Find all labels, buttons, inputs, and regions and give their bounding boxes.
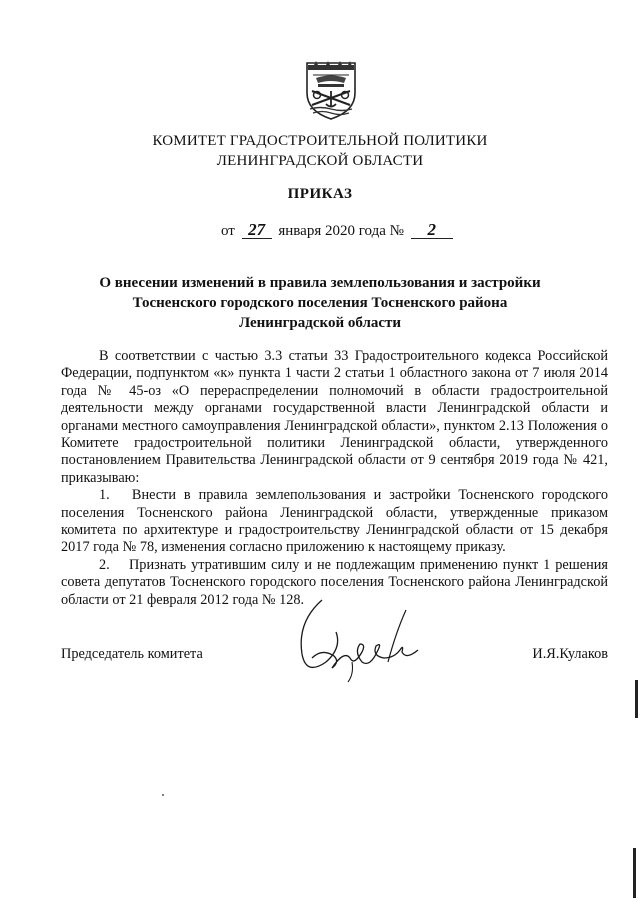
coat-of-arms-graphic [304,57,358,121]
organization-line-2: ЛЕНИНГРАДСКОЙ ОБЛАСТИ [216,153,424,169]
handwritten-signature [292,592,424,684]
subject-line-2: Тосненского городского поселения Тосненского района [132,295,508,311]
date-number-line [221,222,456,240]
signatory-name: И.Я.Кулаков [532,646,608,662]
document-type-title: ПРИКАЗ [287,186,353,202]
order-item-2: 2. Признать утратившим силу и не подлежащим применению пункт 1 решения совета депутатов Тосненского городского поселения Тосненского района Ленинградской области от 21 февраля 2012 года № 128. [61,556,608,608]
organization-name [0,131,640,171]
handwritten-order-number: 2 [411,222,453,239]
month-year-text: января 2020 года № [278,223,404,239]
order-body [61,348,608,609]
coat-of-arms-icon [304,57,358,121]
date-prefix: от [221,223,235,239]
scan-edge-mark [633,848,636,898]
signature-graphic [292,592,424,684]
organization-line-1: КОМИТЕТ ГРАДОСТРОИТЕЛЬНОЙ ПОЛИТИКИ [152,133,488,149]
order-item-1: 1. Внести в правила землепользования и застройки Тосненского городского поселения Тосненского района Ленинградской области, утвержденные приказом комитета по архитектуре и градостроительству Ленинградской области от 15 декабря 2017 года № 78, изменения согласно приложению к настоящему приказу. [61,487,608,556]
handwritten-day: 27 [242,222,272,239]
scan-edge-mark [635,680,638,718]
subject-line-3: Ленинградской области [238,315,402,331]
order-subject [0,273,640,333]
subject-line-1: О внесении изменений в правила землепользования и застройки [99,275,541,291]
scan-speck [162,794,164,796]
preamble-paragraph: В соответствии с частью 3.3 статьи 33 Градостроительного кодекса Российской Федерации, подпунктом «к» пункта 1 части 2 статьи 1 областного закона от 7 июля 2014 года № 45-оз «О перераспределении полномочий в области градостроительной деятельности между органами государственной власти Ленинградской области и органами местного самоуправления Ленинградской области», пунктом 2.13 Положения о Комитете градостроительной политики Ленинградской области, утвержденного постановлением Правительства Ленинградской области от 9 сентября 2019 года № 421, приказываю: [61,348,608,486]
signatory-role: Председатель комитета [61,646,203,662]
